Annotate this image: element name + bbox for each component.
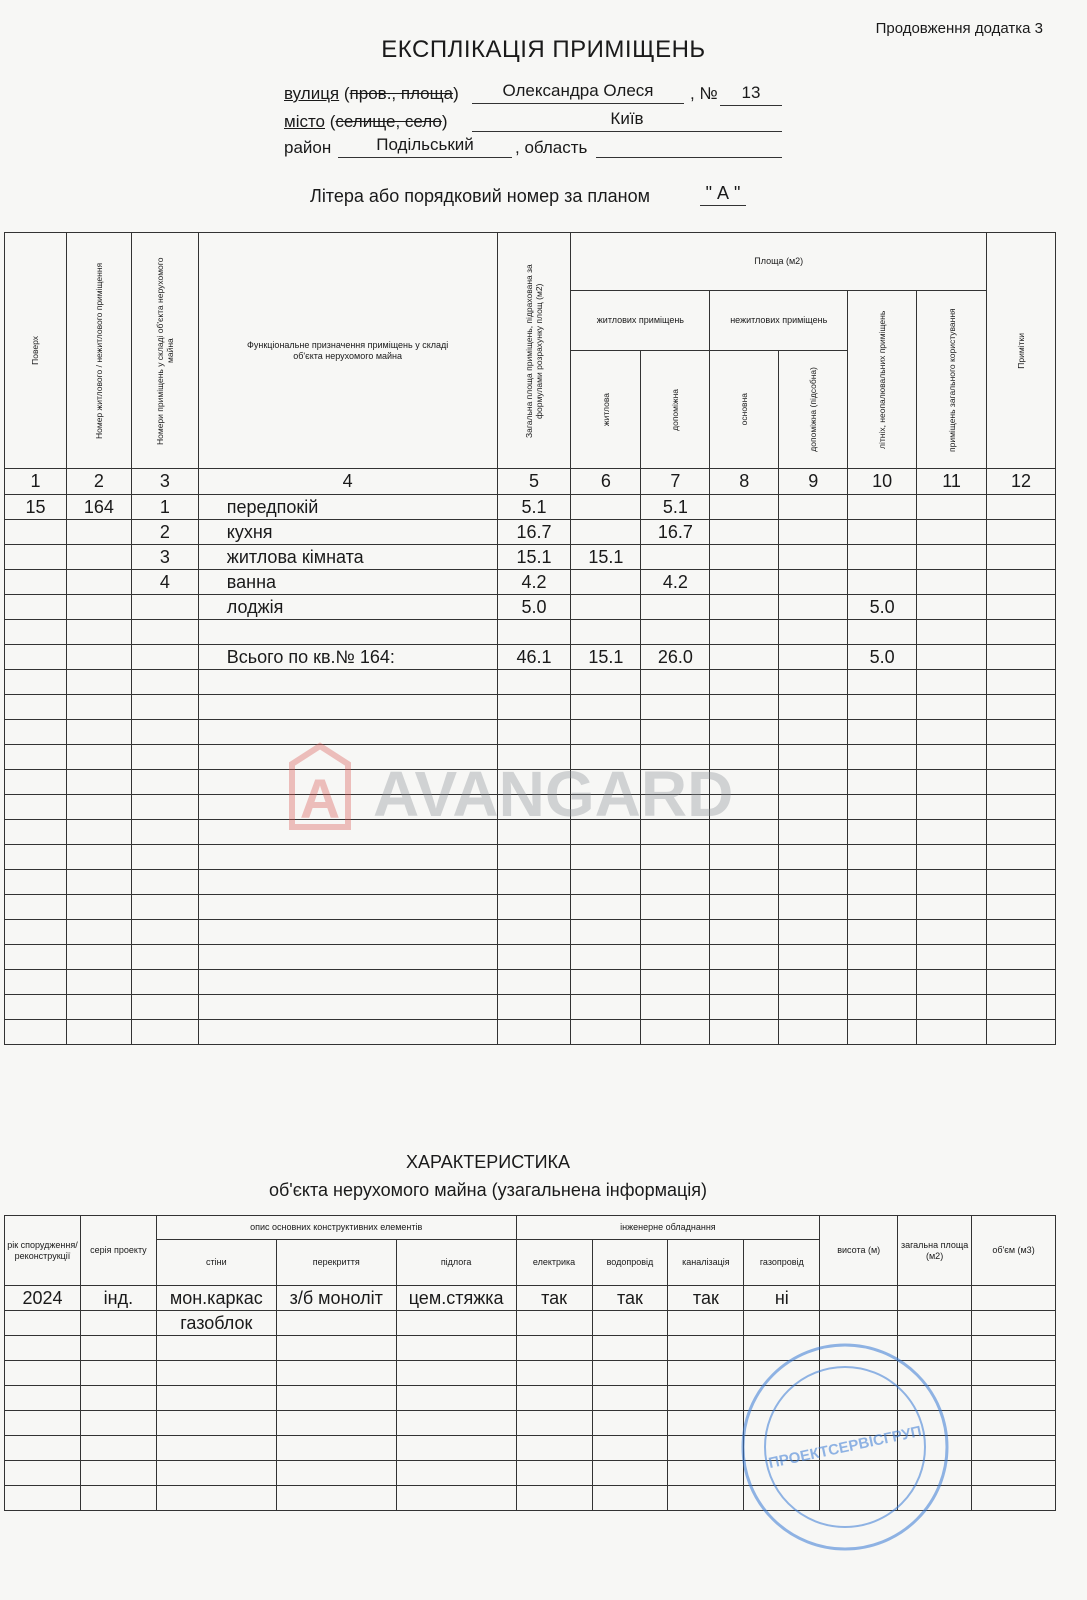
letter-label: Літера або порядковий номер за планом (310, 186, 650, 206)
table-cell (987, 595, 1056, 620)
company-stamp (738, 1340, 953, 1555)
table-cell (5, 570, 67, 595)
table-cell (710, 520, 779, 545)
table-cell (848, 620, 917, 645)
empty-row (5, 745, 1056, 770)
header-nonresidential: нежитлових приміщень (710, 291, 848, 351)
table-cell (131, 595, 198, 620)
header-auxiliary: допоміжна (641, 351, 710, 469)
table-cell (66, 570, 131, 595)
column-number: 10 (848, 469, 917, 495)
char-cell: 2024 (5, 1286, 81, 1311)
char-cell: ні (744, 1286, 820, 1311)
table-cell (710, 545, 779, 570)
table-cell: 26.0 (641, 645, 710, 670)
column-number: 9 (779, 469, 848, 495)
table-cell (131, 645, 198, 670)
empty-row (5, 945, 1056, 970)
explication-table (4, 232, 1056, 1045)
header-floor: Поверх (5, 233, 67, 469)
table-cell (710, 570, 779, 595)
table-cell: 164 (66, 495, 131, 520)
table-cell (779, 645, 848, 670)
district-value: Подільський (338, 135, 512, 158)
char-row (5, 1311, 1056, 1336)
empty-row (5, 845, 1056, 870)
char-cell: так (516, 1286, 592, 1311)
table-cell (571, 595, 641, 620)
table-row (5, 595, 1056, 620)
table-cell (917, 595, 987, 620)
char-cell (972, 1311, 1056, 1336)
char-header-sewer: каналізація (668, 1240, 744, 1286)
table-cell (917, 495, 987, 520)
street-value: Олександра Олеся (472, 81, 684, 104)
table-cell (779, 495, 848, 520)
table-cell (710, 645, 779, 670)
table-cell (710, 495, 779, 520)
empty-row (5, 920, 1056, 945)
table-cell (987, 570, 1056, 595)
characteristics-subtitle: об'єкта нерухомого майна (узагальнена інформація) (268, 1180, 708, 1200)
street-struck: пров., площа (349, 84, 454, 103)
char-row (5, 1286, 1056, 1311)
header-notes: Примітки (987, 233, 1056, 469)
empty-row (5, 720, 1056, 745)
char-cell (592, 1311, 668, 1336)
table-cell: 4 (131, 570, 198, 595)
char-header-height: висота (м) (820, 1216, 898, 1286)
table-cell (987, 495, 1056, 520)
empty-row (5, 795, 1056, 820)
char-cell: газоблок (156, 1311, 276, 1336)
table-cell (571, 570, 641, 595)
number-label: , № (690, 84, 718, 103)
char-cell: цем.стяжка (396, 1286, 516, 1311)
table-cell (710, 595, 779, 620)
city-struck: селище, село (335, 112, 442, 131)
char-header-electric: електрика (516, 1240, 592, 1286)
table-cell (987, 520, 1056, 545)
table-cell: 5.0 (497, 595, 571, 620)
table-cell (917, 545, 987, 570)
table-cell (779, 620, 848, 645)
table-cell (66, 520, 131, 545)
table-cell (848, 520, 917, 545)
table-row (5, 495, 1056, 520)
table-cell: 5.1 (641, 495, 710, 520)
table-cell (5, 645, 67, 670)
district-label: район (284, 138, 332, 157)
table-cell (571, 620, 641, 645)
table-cell (779, 595, 848, 620)
column-number: 2 (66, 469, 131, 495)
table-cell (987, 545, 1056, 570)
table-row (5, 645, 1056, 670)
table-cell (571, 495, 641, 520)
watermark-a-glyph: A (299, 767, 341, 830)
column-number: 5 (497, 469, 571, 495)
table-cell: 15.1 (571, 645, 641, 670)
column-number-row (5, 469, 1056, 495)
char-header-year: рік спорудження/ реконструкції (5, 1216, 81, 1286)
table-row (5, 620, 1056, 645)
table-cell (5, 520, 67, 545)
header-auxiliary-sub: допоміжна (підсобна) (779, 351, 848, 469)
char-header-floor: підлога (396, 1240, 516, 1286)
column-number: 4 (198, 469, 497, 495)
column-number: 7 (641, 469, 710, 495)
table-row (5, 570, 1056, 595)
column-number: 1 (5, 469, 67, 495)
header-area-group: Площа (м2) (571, 233, 987, 291)
table-row (5, 520, 1056, 545)
table-cell (917, 520, 987, 545)
char-header-total-area: загальна площа (м2) (898, 1216, 972, 1286)
empty-row (5, 695, 1056, 720)
table-cell: 5.0 (848, 595, 917, 620)
table-cell: 5.1 (497, 495, 571, 520)
table-cell (779, 520, 848, 545)
empty-row (5, 895, 1056, 920)
column-number: 11 (917, 469, 987, 495)
street-line: вулиця (пров., площа) (284, 84, 459, 103)
char-cell (668, 1311, 744, 1336)
watermark-text: AVANGARD (373, 758, 734, 830)
table-cell: 2 (131, 520, 198, 545)
char-header-series: серія проекту (80, 1216, 156, 1286)
table-cell: 46.1 (497, 645, 571, 670)
table-cell: житлова кімната (198, 545, 497, 570)
table-cell (66, 620, 131, 645)
table-cell: 15.1 (497, 545, 571, 570)
stamp-text: ПРОЕКТСЕРВІСГРУП (767, 1422, 924, 1473)
table-cell: кухня (198, 520, 497, 545)
header-total-area: Загальна площа приміщень, підрахована за формулами розрахунку площ (м2) (497, 233, 571, 469)
header-residential: житлових приміщень (571, 291, 710, 351)
header-common: приміщень загального користування (917, 291, 987, 469)
table-cell: 4.2 (641, 570, 710, 595)
table-cell (848, 570, 917, 595)
table-cell (198, 620, 497, 645)
table-cell (641, 545, 710, 570)
table-row (5, 545, 1056, 570)
table-cell (5, 595, 67, 620)
table-cell (131, 620, 198, 645)
table-cell (641, 620, 710, 645)
letter-value: " А " (700, 183, 746, 206)
table-cell: лоджія (198, 595, 497, 620)
header-apt-number: Номер житлового / нежитлового приміщення (66, 233, 131, 469)
empty-row (5, 770, 1056, 795)
city-line: місто (селище, село) (284, 112, 448, 131)
table-cell (779, 545, 848, 570)
table-cell (917, 620, 987, 645)
char-cell (898, 1286, 972, 1311)
char-cell: так (668, 1286, 744, 1311)
header-summer: літніх, неопалювальних приміщень (848, 291, 917, 469)
table-cell (641, 595, 710, 620)
char-cell (972, 1286, 1056, 1311)
appendix-label: Продовження додатка 3 (875, 20, 1043, 37)
column-number: 8 (710, 469, 779, 495)
empty-row (5, 995, 1056, 1020)
table-cell (987, 620, 1056, 645)
header-room-number: Номери приміщень у складі об'єкта нерухомого майна (131, 233, 198, 469)
header-living: житлова (571, 351, 641, 469)
table-cell: 15 (5, 495, 67, 520)
char-cell: так (592, 1286, 668, 1311)
char-header-ceilings: перекриття (276, 1240, 396, 1286)
char-cell (516, 1311, 592, 1336)
table-cell: передпокій (198, 495, 497, 520)
char-cell: з/б моноліт (276, 1286, 396, 1311)
header-main: основна (710, 351, 779, 469)
char-cell: інд. (80, 1286, 156, 1311)
column-number: 3 (131, 469, 198, 495)
char-cell (898, 1311, 972, 1336)
empty-row (5, 870, 1056, 895)
table-cell: 16.7 (497, 520, 571, 545)
table-cell: 15.1 (571, 545, 641, 570)
char-cell: мон.каркас (156, 1286, 276, 1311)
table-cell (917, 570, 987, 595)
table-cell (571, 520, 641, 545)
city-value: Київ (472, 109, 782, 132)
number-value: 13 (720, 83, 782, 106)
region-label: , область (515, 138, 588, 157)
table-cell (66, 545, 131, 570)
street-label: вулиця (284, 84, 340, 103)
char-header-engineering: інженерне обладнання (516, 1216, 820, 1240)
table-cell (779, 570, 848, 595)
table-cell (66, 645, 131, 670)
table-cell: 3 (131, 545, 198, 570)
table-cell (5, 545, 67, 570)
table-cell (987, 645, 1056, 670)
char-cell (5, 1311, 81, 1336)
table-cell (5, 620, 67, 645)
empty-row (5, 970, 1056, 995)
table-cell: 1 (131, 495, 198, 520)
page-title: ЕКСПЛІКАЦІЯ ПРИМІЩЕНЬ (381, 36, 706, 63)
table-cell (710, 620, 779, 645)
region-value (596, 135, 782, 158)
table-cell: Всього по кв.№ 164: (198, 645, 497, 670)
table-cell: 4.2 (497, 570, 571, 595)
table-cell: 16.7 (641, 520, 710, 545)
table-cell (848, 495, 917, 520)
char-cell (820, 1286, 898, 1311)
char-cell (820, 1311, 898, 1336)
char-cell (276, 1311, 396, 1336)
empty-row (5, 1020, 1056, 1045)
table-cell (917, 645, 987, 670)
char-header-walls: стіни (156, 1240, 276, 1286)
characteristics-title: ХАРАКТЕРИСТИКА (405, 1152, 571, 1172)
char-cell (80, 1311, 156, 1336)
char-cell (744, 1311, 820, 1336)
city-label: місто (284, 112, 326, 131)
char-header-volume: об'єм (м3) (972, 1216, 1056, 1286)
empty-row (5, 670, 1056, 695)
table-cell (497, 620, 571, 645)
column-number: 12 (987, 469, 1056, 495)
table-cell: 5.0 (848, 645, 917, 670)
char-header-structural: опис основних конструктивних елементів (156, 1216, 516, 1240)
table-cell (848, 545, 917, 570)
table-cell (66, 595, 131, 620)
char-cell (396, 1311, 516, 1336)
empty-row (5, 820, 1056, 845)
char-header-gas: газопровід (744, 1240, 820, 1286)
column-number: 6 (571, 469, 641, 495)
char-header-water: водопровід (592, 1240, 668, 1286)
header-purpose: Функціональне призначення приміщень у складі об'єкта нерухомого майна (198, 233, 497, 469)
table-cell: ванна (198, 570, 497, 595)
